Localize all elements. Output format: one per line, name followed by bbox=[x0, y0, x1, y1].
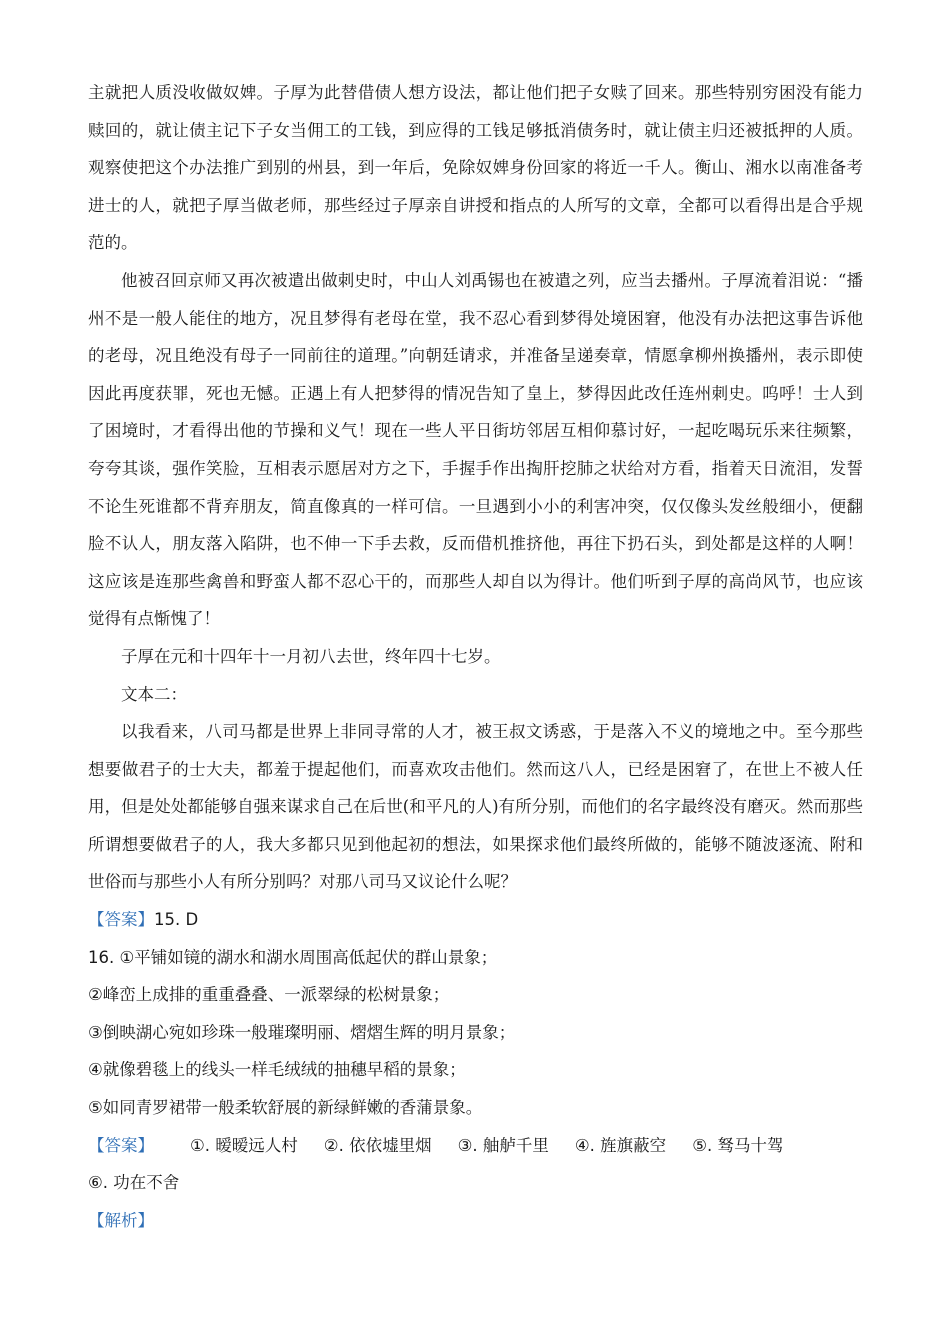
answer-15-value: 15. D bbox=[154, 910, 199, 930]
analysis-row bbox=[88, 1202, 863, 1240]
q16-line-3: ③倒映湖心宛如珍珠一般璀璨明丽、熠熠生辉的明月景象； bbox=[88, 1022, 516, 1042]
text-two-heading: 文本二： bbox=[121, 684, 187, 704]
blank-answer-5: ⑤. 驽马十驾 bbox=[692, 1135, 784, 1155]
blank-answer-4: ④. 旌旗蔽空 bbox=[574, 1135, 667, 1155]
q16-line-2: ②峰峦上成排的重重叠叠、一派翠绿的松树景象； bbox=[88, 985, 450, 1005]
text-one-paragraph-2: 他被召回京师又再次被遣出做刺史时，中山人刘禹锡也在被遣之列，应当去播州。子厚流着泪说：“播州不是一般人能住的地方，况且梦得有老母在堂，我不忍心看到梦得处境困窘，他没有办法把这事告诉他的老母，况且绝没有母子一同前往的道理。”向朝廷请求，并准备呈递奏章，情愿拿柳州换播州，表示即使因此再度获罪，死也无憾。正遇上有人把梦得的情况告知了皇上，梦得因此改任连州刺史。呜呼！士人到了困境时，才看得出他的节操和义气！现在一些人平日街坊邻居互相仰慕讨好，一起吃喝玩乐来往频繁，夸夸其谈，强作笑脸，互相表示愿居对方之下，手握手作出掏肝挖肺之状给对方看，指着天日流泪，发誓不论生死谁都不背弃朋友，简直像真的一样可信。一旦遇到小小的利害冲突，仅仅像头发丝般细小，便翻脸不认人，朋友落入陷阱，也不伸一下手去救，反而借机推挤他，再往下扔石头，到处都是这样的人啊！这应该是连那些禽兽和野蛮人都不忍心干的，而那些人却自以为得计。他们听到子厚的高尚风节，也应该觉得有点惭愧了！ bbox=[88, 270, 863, 629]
document-page bbox=[88, 74, 863, 1239]
answer-15-row bbox=[88, 901, 863, 939]
q16-line-1: 16. ①平铺如镜的湖水和湖水周围高低起伏的群山景象； bbox=[88, 947, 498, 967]
answer-17-row bbox=[88, 1127, 863, 1202]
q16-line-5: ⑤如同青罗裙带一般柔软舒展的新绿鲜嫩的香蒲景象。 bbox=[88, 1098, 483, 1118]
analysis-tag: 【解析】 bbox=[88, 1210, 154, 1230]
q16-line-4: ④就像碧毯上的线头一样毛绒绒的抽穗早稻的景象； bbox=[88, 1060, 466, 1080]
blank-answer-3: ③. 舳舻千里 bbox=[457, 1135, 549, 1155]
text-two-paragraph: 以我看来，八司马都是世界上非同寻常的人才，被王叔文诱惑，于是落入不义的境地之中。至今那些想要做君子的士大夫，都羞于提起他们，而喜欢攻击他们。然而这八人，已经是困窘了，在世上不被人任用，但是处处都能够自强来谋求自己在后世(和平凡的人)有所分别，而他们的名字最终没有磨灭。然而那些所谓想要做君子的人，我大多都只见到他起初的想法，如果探求他们最终所做的，能够不随波逐流、附和世俗而与那些小人有所分别吗？对那八司马又议论什么呢？ bbox=[88, 722, 863, 892]
answer-tag: 【答案】 bbox=[88, 910, 154, 930]
text-one-paragraph-3: 子厚在元和十四年十一月初八去世，终年四十七岁。 bbox=[121, 646, 501, 666]
blank-answer-1: ①. 暧暧远人村 bbox=[190, 1135, 298, 1155]
blank-answer-6: ⑥. 功在不舍 bbox=[88, 1173, 180, 1193]
text-one-paragraph-1: 主就把人质没收做奴婢。子厚为此替借债人想方设法，都让他们把子女赎了回来。那些特别穷困没有能力赎回的，就让债主记下子女当佣工的工钱，到应得的工钱足够抵消债务时，就让债主归还被抵押的人质。观察使把这个办法推广到别的州县，到一年后，免除奴婢身份回家的将近一千人。衡山、湘水以南准备考进士的人，就把子厚当做老师，那些经过子厚亲自讲授和指点的人所写的文章，全都可以看得出是合乎规范的。 bbox=[88, 83, 863, 253]
blank-answer-2: ②. 依依墟里烟 bbox=[323, 1135, 432, 1155]
answer-tag-2: 【答案】 bbox=[88, 1135, 154, 1155]
